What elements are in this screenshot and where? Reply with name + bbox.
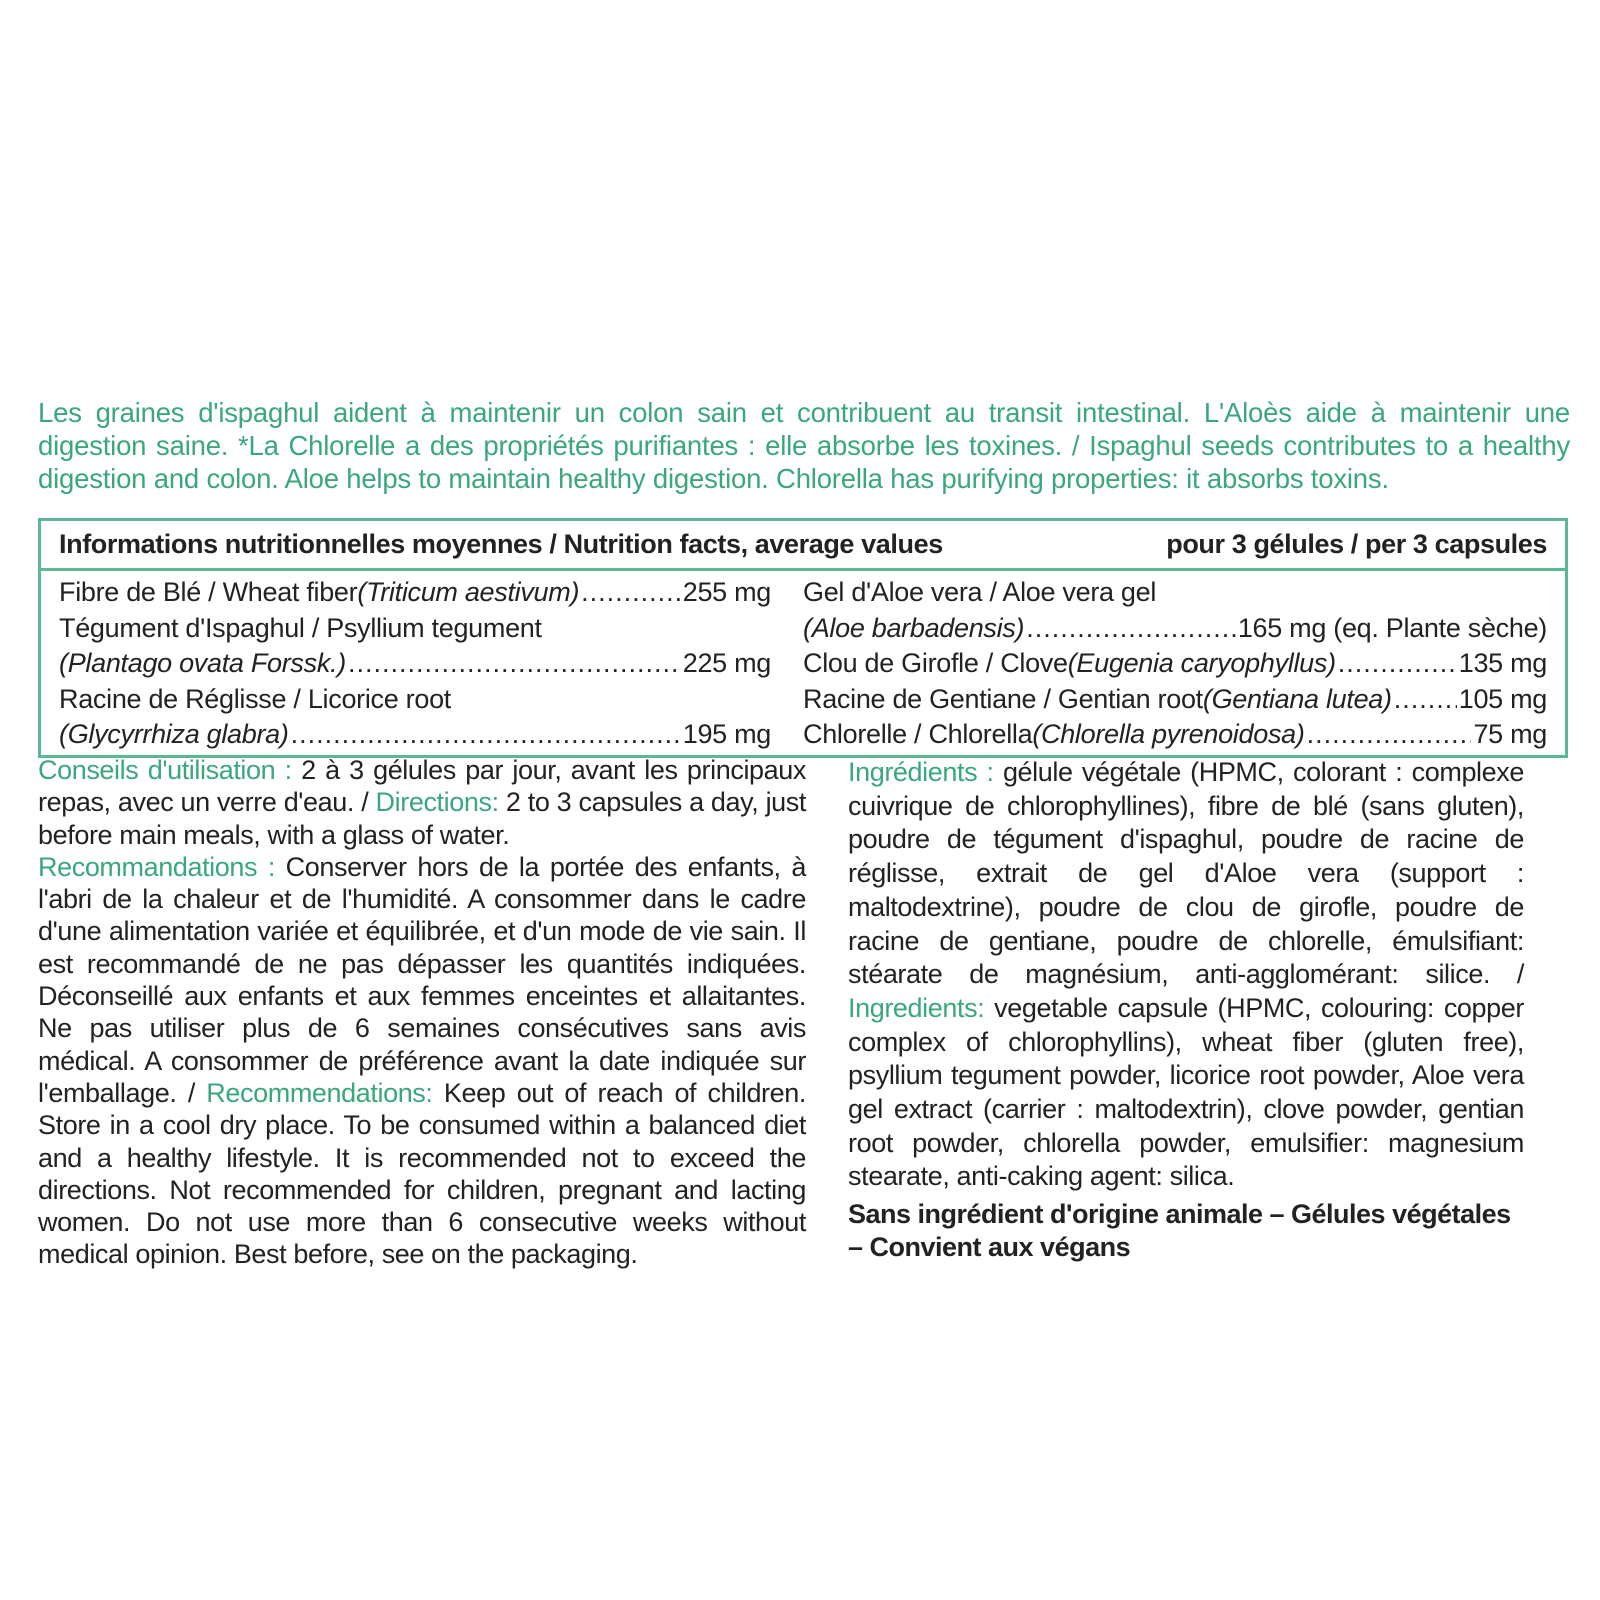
nutrient-value: 195 mg (682, 719, 771, 749)
nutrient-row-aloe-name (803, 575, 1547, 611)
recommandations-label: Recommandations : (38, 851, 275, 882)
dot-leader (291, 717, 681, 753)
ingredients-en-text: vegetable capsule (HPMC, colouring: copper complex of chlorophyllins), wheat fiber (gluten free), psyllium tegument powder, licorice root powder, Aloe vera gel extract (carrier : maltodextrin), clove powder, gentian root powder, chlorella powder, emulsifier: magnesium stearate, anti-caking agent: silica. (848, 992, 1524, 1192)
nutrient-row-gentian (803, 682, 1547, 718)
nutrition-column-left (59, 575, 803, 753)
dot-leader (1338, 646, 1457, 682)
ingredients-en-label: Ingredients: (848, 992, 985, 1023)
nutrition-header (41, 521, 1565, 571)
nutrient-latin: (Eugenia caryophyllus) (1067, 648, 1336, 678)
recommendations-text: Keep out of reach of children. Store in a cool dry place. To be consumed within a balanced diet and a healthy lifestyle. It is recommended not to exceed the directions. Not recommended for children, pregnant and lacting women. Do not use more than 6 consecutive weeks without medical opinion. Best before, see on the packaging. (38, 1077, 806, 1270)
nutrient-value: 75 mg (1473, 719, 1547, 749)
nutrient-value: 165 mg (eq. Plante sèche) (1237, 612, 1547, 643)
nutrient-row-psyllium-name (59, 611, 771, 647)
nutrient-row-licorice-name (59, 682, 771, 718)
conseils-label: Conseils d'utilisation : (38, 755, 292, 785)
health-claims: Les graines d'ispaghul aident à maintenir un colon sain et contribuent au transit intestinal. L'Aloès aide à maintenir une digestion saine. *La Chlorelle a des propriétés purifiantes : elle absorbe les toxines. / Ispaghul seeds contributes to a healthy digestion and colon. Aloe helps to maintain healthy digestion. Chlorella has purifying properties: it absorbs toxins. (38, 397, 1570, 494)
nutrient-name: Racine de Réglisse / Licorice root (59, 683, 451, 714)
recommendations-label: Recommendations: (206, 1077, 433, 1108)
nutrition-column-right (803, 575, 1547, 753)
nutrient-row-aloe (803, 611, 1547, 647)
nutrient-name: Tégument d'Ispaghul / Psyllium tegument (59, 612, 542, 643)
vegan-statement: Sans ingrédient d'origine animale – Gélules végétales – Convient aux végans (848, 1199, 1511, 1263)
recommandations-text: Conserver hors de la portée des enfants, à l'abri de la chaleur et de l'humidité. A consommer dans le cadre d'une alimentation variée et équilibrée, et d'un mode de vie sain. Il est recommandé de ne pas dépasser les quantités indiquées. Déconseillé aux enfants et aux femmes enceintes et allaitantes. Ne pas utiliser plus de 6 semaines consécutives sans avis médical. A consommer de préférence avant la date indiquée sur l'emballage. / (38, 851, 806, 1108)
nutrient-latin: (Chlorella pyrenoidosa) (1032, 719, 1305, 749)
nutrition-body (41, 571, 1565, 753)
dot-leader (348, 646, 681, 682)
nutrient-row-clove (803, 646, 1547, 682)
nutrient-name: Fibre de Blé / Wheat fiber (59, 577, 358, 607)
nutrient-name: Chlorelle / Chlorella (803, 719, 1033, 749)
nutrient-name: Clou de Girofle / Clove (803, 648, 1068, 678)
ingredients-fr-text: gélule végétale (HPMC, colorant : complexe cuivrique de chlorophyllines), fibre de blé (sans gluten), poudre de tégument d'ispaghul, poudre de racine de réglisse, extrait de gel d'Aloe vera (support : maltodextrine), poudre de clou de girofle, poudre de racine de gentiane, poudre de chlorelle, émulsifiant: stéarate de magnésium, anti-agglomérant: silice. / (848, 757, 1524, 990)
nutrient-value: 225 mg (682, 648, 771, 678)
nutrient-latin: (Gentiana lutea) (1202, 683, 1392, 714)
nutrition-table (38, 518, 1568, 758)
dot-leader (1394, 682, 1457, 718)
nutrient-row-chlorella (803, 717, 1547, 753)
nutrient-value: 255 mg (682, 577, 771, 607)
dot-leader (1026, 611, 1236, 647)
nutrient-latin: (Triticum aestivum) (357, 577, 580, 607)
dot-leader (1307, 717, 1472, 753)
dot-leader (581, 575, 681, 611)
directions-label: Directions: (375, 787, 499, 818)
usage-section (38, 754, 806, 1271)
nutrient-latin: (Aloe barbadensis) (803, 612, 1025, 643)
nutrient-latin: (Glycyrrhiza glabra) (59, 719, 289, 749)
nutrient-name: Gel d'Aloe vera / Aloe vera gel (803, 577, 1157, 607)
ingredients-paragraph (848, 756, 1524, 1194)
ingredients-section (848, 756, 1524, 1264)
nutrient-name: Racine de Gentiane / Gentian root (803, 683, 1203, 714)
ingredients-fr-label: Ingrédients : (848, 757, 994, 787)
nutrient-row-wheat (59, 575, 771, 611)
nutrition-title: Informations nutritionnelles moyennes / Nutrition facts, average values (59, 529, 943, 559)
nutrient-row-psyllium (59, 646, 771, 682)
conseils-text: 2 à 3 gélules par jour, avant les principaux repas, avec un verre d'eau. / (38, 755, 806, 818)
nutrition-per: pour 3 gélules / per 3 capsules (1166, 529, 1547, 559)
directions-text: 2 to 3 capsules a day, just before main meals, with a glass of water. (38, 787, 806, 850)
nutrient-row-licorice (59, 717, 771, 753)
nutrient-value: 135 mg (1458, 648, 1547, 678)
nutrient-value: 105 mg (1458, 683, 1547, 714)
nutrient-latin: (Plantago ovata Forssk.) (59, 648, 346, 678)
